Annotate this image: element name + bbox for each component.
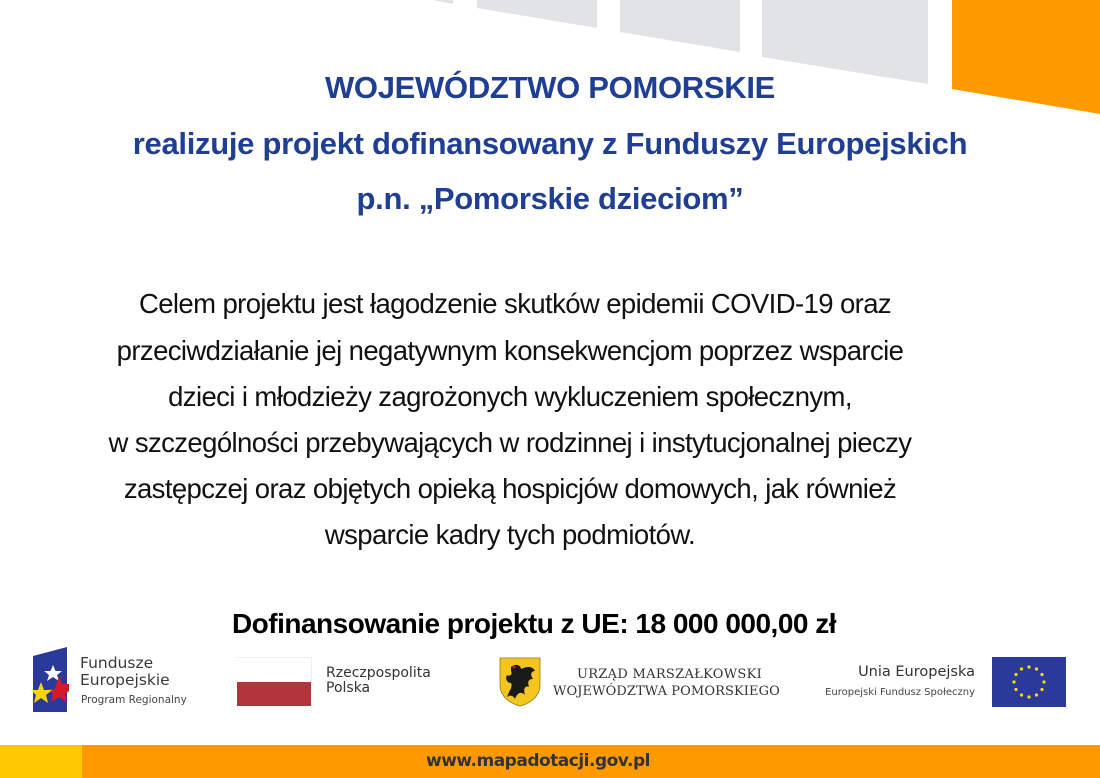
rp-line2: Polska (326, 680, 371, 696)
rp-line1: Rzeczpospolita (326, 665, 431, 681)
ue-line1: Unia Europejska (858, 664, 975, 680)
fe-line3: Program Regionalny (81, 694, 187, 706)
description-line: w szczególności przebywających w rodzinnej i instytucjonalnej pieczy (108, 427, 912, 458)
grey-shape-1 (433, 0, 453, 4)
fe-line2: Europejskie (80, 671, 170, 689)
grey-shape-2 (477, 0, 597, 28)
description-line: Celem projektu jest łagodzenie skutków epidemii COVID-19 oraz (138, 288, 892, 319)
footer-website-link[interactable]: www.mapadotacji.gov.pl (426, 751, 650, 771)
eu-funds-stars-icon (31, 646, 69, 714)
description-line: przeciwdziałanie jej negatywnym konsekwencjom poprzez wsparcie (116, 335, 904, 366)
polish-flag-white (237, 657, 312, 683)
urzad-line2: WOJEWÓDZTWA POMORSKIEGO (553, 684, 780, 699)
polish-flag-icon (237, 682, 311, 706)
description-line: zastępczej oraz objętych opieką hospicjów domowych, jak również (123, 473, 897, 504)
eu-flag-icon (992, 657, 1066, 707)
fe-line1: Fundusze (80, 654, 154, 672)
title-project-funding: realizuje projekt dofinansowany z Funduszy Europejskich (132, 126, 968, 161)
ue-line2: Europejski Fundusz Społeczny (825, 687, 975, 698)
description-line: wsparcie kadry tych podmiotów. (324, 519, 696, 550)
description-line: dzieci i młodzieży zagrożonych wykluczeniem społecznym, (168, 381, 852, 412)
funding-amount: Dofinansowanie projektu z UE: 18 000 000,00 zł (231, 608, 837, 639)
footer-bar (0, 745, 1100, 778)
title-project-name: p.n. „Pomorskie dzieciom” (356, 181, 744, 216)
urzad-line1: URZĄD MARSZAŁKOWSKI (577, 667, 763, 682)
pomeranian-griffin-crest-icon (499, 657, 541, 707)
title-voivodeship: WOJEWÓDZTWO POMORSKIE (324, 70, 776, 105)
grey-shape-3 (620, 0, 740, 52)
